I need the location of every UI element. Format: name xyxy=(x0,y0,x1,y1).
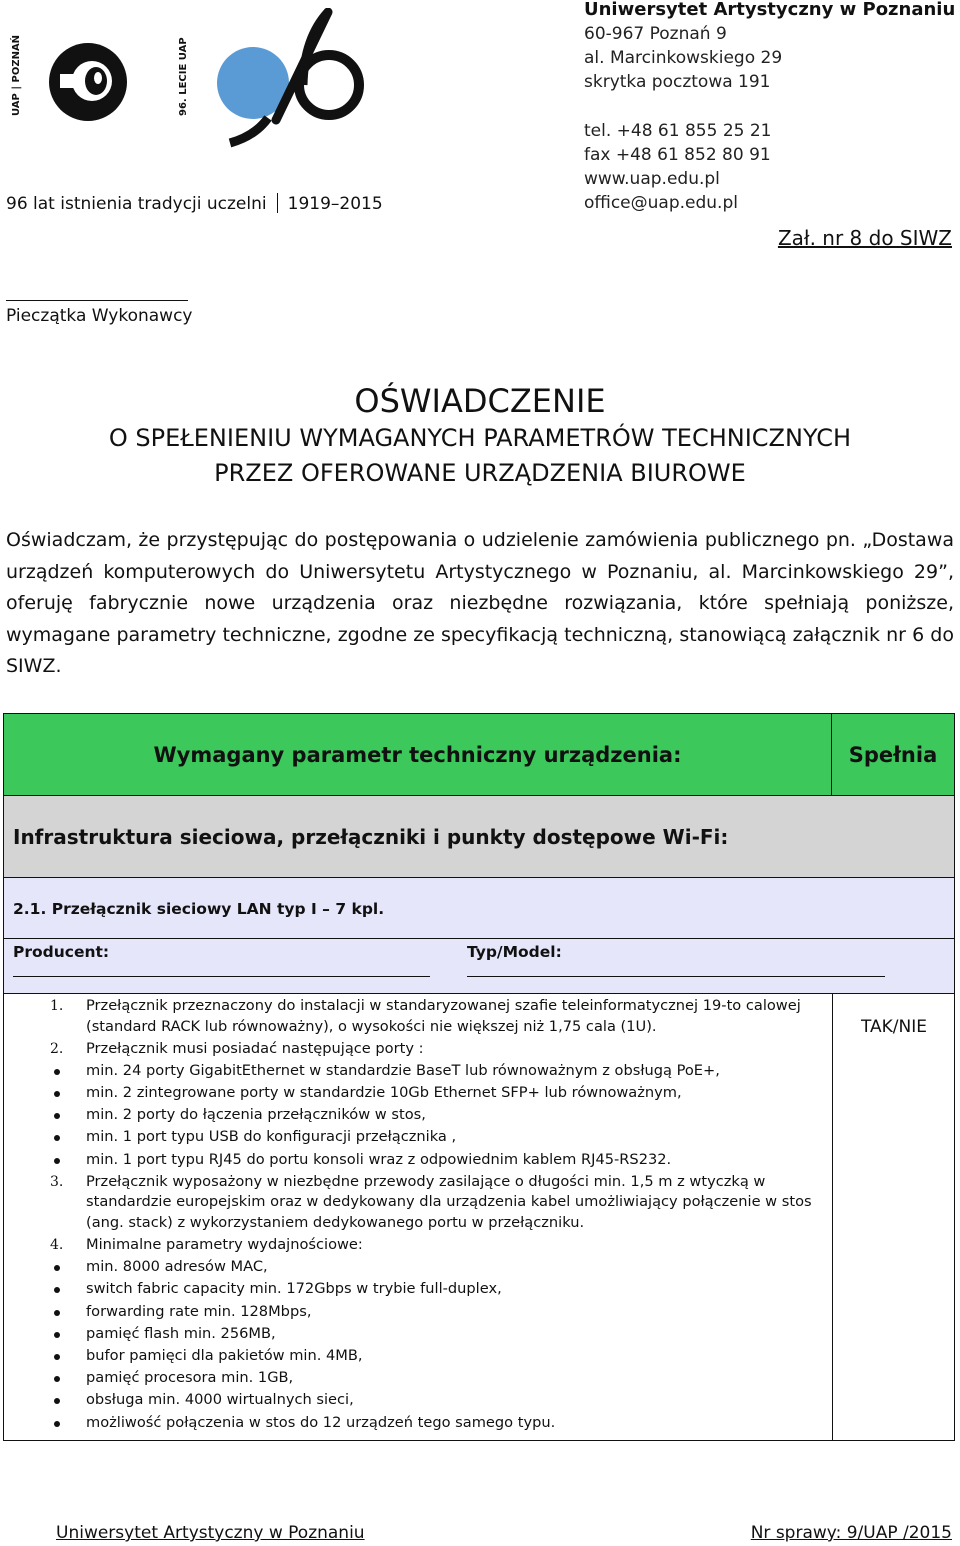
bullet-requirement xyxy=(4,1150,830,1171)
section-heading: Infrastruktura sieciowa, przełączniki i punkty dostępowe Wi-Fi: xyxy=(4,796,954,878)
bullet-icon xyxy=(54,1091,60,1097)
item-text: Przełącznik przeznaczony do instalacji w standaryzowanej szafie teleinformatycznej 19-to calowej (standard RACK lub równoważny), o wysokości nie większej niż 1,75 cala (1U). xyxy=(86,997,801,1035)
address-block-top xyxy=(584,0,955,94)
document-subtitle-1: O SPEŁENIENIU WYMAGANYCH PARAMETRÓW TECHNICZNYCH xyxy=(108,424,852,452)
numbered-requirement xyxy=(4,1039,830,1060)
item-number: 1. xyxy=(50,998,64,1014)
bullet-icon xyxy=(54,1310,60,1316)
header-parameter: Wymagany parametr techniczny urządzenia: xyxy=(4,714,832,795)
footer-university: Uniwersytet Artystyczny w Poznaniu xyxy=(56,1523,365,1543)
anniversary-vertical-label: 96. LECIE UAP xyxy=(178,37,189,116)
table-header-row xyxy=(4,714,954,796)
item-text: min. 2 porty do łączenia przełączników w stos, xyxy=(86,1106,426,1124)
item-text: Przełącznik wyposażony w niezbędne przewody zasilające o długości min. 1,5 m z wtyczką w standardzie europejskim oraz w dedykowany dla urządzenia kabel umożliwiający połączenie w stos (ang. stack) z wykorzystaniem dedykowanego portu w przełączniku. xyxy=(86,1172,812,1231)
producer-model-row xyxy=(4,939,954,994)
fax: fax +48 61 852 80 91 xyxy=(584,145,771,165)
phone: tel. +48 61 855 25 21 xyxy=(584,121,772,141)
item-text: min. 8000 adresów MAC, xyxy=(86,1258,268,1276)
bullet-requirement xyxy=(4,1105,830,1126)
item-text: min. 24 porty GigabitEthernet w standardzie BaseT lub równoważnym z obsługą PoE+, xyxy=(86,1061,720,1079)
bullet-requirement xyxy=(4,1324,830,1345)
item-text: min. 1 port typu RJ45 do portu konsoli wraz z odpowiednim kablem RJ45-RS232. xyxy=(86,1150,672,1168)
po-box: skrytka pocztowa 191 xyxy=(584,72,771,92)
attachment-label: Zał. nr 8 do SIWZ xyxy=(777,226,952,250)
bullet-requirement xyxy=(4,1390,830,1411)
university-name: Uniwersytet Artystyczny w Poznaniu xyxy=(584,0,956,20)
numbered-requirement xyxy=(4,996,830,1037)
website: www.uap.edu.pl xyxy=(584,169,720,189)
bullet-icon xyxy=(54,1332,60,1338)
bullet-requirement xyxy=(4,1368,830,1389)
bullet-requirement xyxy=(4,1083,830,1104)
header-meets: Spełnia xyxy=(848,742,938,767)
bullet-requirement xyxy=(4,1061,830,1082)
numbered-requirement xyxy=(4,1172,830,1234)
bullet-icon xyxy=(54,1113,60,1119)
subsection-heading: 2.1. Przełącznik sieciowy LAN typ I – 7 kpl. xyxy=(4,878,954,939)
document-subtitle-2: PRZEZ OFEROWANE URZĄDZENIA BIUROWE xyxy=(214,459,746,487)
item-text: Przełącznik musi posiadać następujące porty : xyxy=(86,1039,424,1057)
bullet-icon xyxy=(54,1135,60,1141)
street: al. Marcinkowskiego 29 xyxy=(584,48,783,68)
bullet-requirement xyxy=(4,1127,830,1148)
model-label: Typ/Model: xyxy=(467,943,562,961)
bullet-icon xyxy=(54,1158,60,1164)
bullet-icon xyxy=(54,1265,60,1271)
requirements-body-row xyxy=(4,994,954,1440)
requirements-list xyxy=(4,996,830,1433)
item-text: pamięć flash min. 256MB, xyxy=(86,1324,276,1342)
ninety-six-logo-icon xyxy=(210,8,375,148)
bullet-requirement xyxy=(4,1279,830,1300)
motto-years: 1919–2015 xyxy=(287,194,383,214)
bullet-requirement xyxy=(4,1413,830,1434)
item-text: możliwość połączenia w stos do 12 urządzeń tego samego typu. xyxy=(86,1413,556,1431)
item-text: min. 2 zintegrowane porty w standardzie 10Gb Ethernet SFP+ lub równoważnym, xyxy=(86,1084,682,1102)
uap-lightbulb-icon xyxy=(46,40,130,124)
item-text: pamięć procesora min. 1GB, xyxy=(86,1369,294,1387)
item-number: 2. xyxy=(50,1040,64,1057)
item-text: obsługa min. 4000 wirtualnych sieci, xyxy=(86,1391,354,1409)
bullet-icon xyxy=(54,1398,60,1404)
postal-code: 60-967 Poznań 9 xyxy=(584,24,727,44)
bullet-requirement xyxy=(4,1302,830,1323)
answer-tak-nie[interactable]: TAK/NIE xyxy=(860,1017,928,1037)
item-number: 4. xyxy=(50,1237,64,1253)
item-text: switch fabric capacity min. 172Gbps w trybie full-duplex, xyxy=(86,1280,502,1298)
motto xyxy=(6,193,383,214)
email: office@uap.edu.pl xyxy=(584,193,738,213)
numbered-requirement xyxy=(4,1235,830,1256)
bullet-icon xyxy=(54,1376,60,1382)
bullet-icon xyxy=(54,1421,60,1427)
declaration-paragraph: Oświadczam, że przystępując do postępowania o udzielenie zamówienia publicznego pn. „Dostawa urządzeń komputerowych do Uniwersytetu Artystycznego w Poznaniu, al. Marcinkowskiego 29”, oferuję fabrycznie nowe urządzenia oraz niezbędne rozwiązania, które spełniają poniższe, wymagane parametry techniczne, zgodne ze specyfikacją techniczną, stanowiącą załącznik nr 6 do SIWZ. xyxy=(6,529,954,677)
item-number: 3. xyxy=(50,1173,64,1190)
footer-case-number: Nr sprawy: 9/UAP /2015 xyxy=(750,1523,952,1543)
bullet-icon xyxy=(54,1287,60,1293)
item-text: min. 1 port typu USB do konfiguracji przełącznika , xyxy=(86,1128,457,1146)
producer-label: Producent: xyxy=(13,943,110,961)
requirements-table xyxy=(3,713,955,1441)
bullet-icon xyxy=(54,1069,60,1075)
stamp-label: Pieczątka Wykonawcy xyxy=(6,306,193,326)
item-text: Minimalne parametry wydajnościowe: xyxy=(86,1236,363,1253)
address-block-contact xyxy=(584,119,772,215)
document-title: OŚWIADCZENIE xyxy=(354,382,606,420)
bullet-requirement xyxy=(4,1257,830,1278)
model-field[interactable] xyxy=(467,976,885,977)
producer-field[interactable] xyxy=(13,976,430,977)
bullet-icon xyxy=(54,1354,60,1360)
item-text: bufor pamięci dla pakietów min. 4MB, xyxy=(86,1346,363,1364)
bullet-requirement xyxy=(4,1346,830,1367)
uap-vertical-label: UAP | POZNAŃ xyxy=(11,34,22,116)
motto-text: 96 lat istnienia tradycji uczelni xyxy=(6,194,267,214)
item-text: forwarding rate min. 128Mbps, xyxy=(86,1302,312,1320)
stamp-line xyxy=(6,300,188,301)
